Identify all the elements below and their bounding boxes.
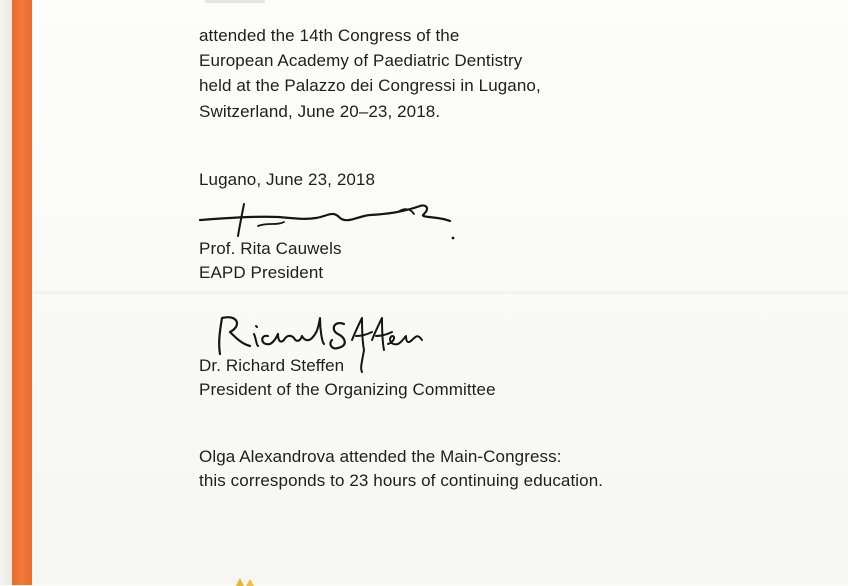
signatory-1-title: EAPD President <box>199 263 324 282</box>
signatory-2-title: President of the Organizing Committee <box>199 380 496 399</box>
attendance-line: Olga Alexandrova attended the Main-Congress: <box>199 447 562 466</box>
body-line: held at the Palazzo dei Congressi in Lugano, <box>199 76 541 95</box>
signatory-2-name: Dr. Richard Steffen <box>199 356 345 375</box>
paper-fold-line <box>32 290 848 298</box>
orange-accent-bar <box>12 0 32 585</box>
page-edge <box>0 0 12 585</box>
cropped-text-fragment <box>205 0 265 3</box>
place-date: Lugano, June 23, 2018 <box>199 170 376 189</box>
signatory-1-name: Prof. Rita Cauwels <box>199 239 342 258</box>
attendance-line: this corresponds to 23 hours of continuing education. <box>199 471 604 490</box>
body-line: European Academy of Paediatric Dentistry <box>199 51 523 70</box>
body-line: Switzerland, June 20–23, 2018. <box>199 102 441 121</box>
body-line: attended the 14th Congress of the <box>199 26 460 45</box>
